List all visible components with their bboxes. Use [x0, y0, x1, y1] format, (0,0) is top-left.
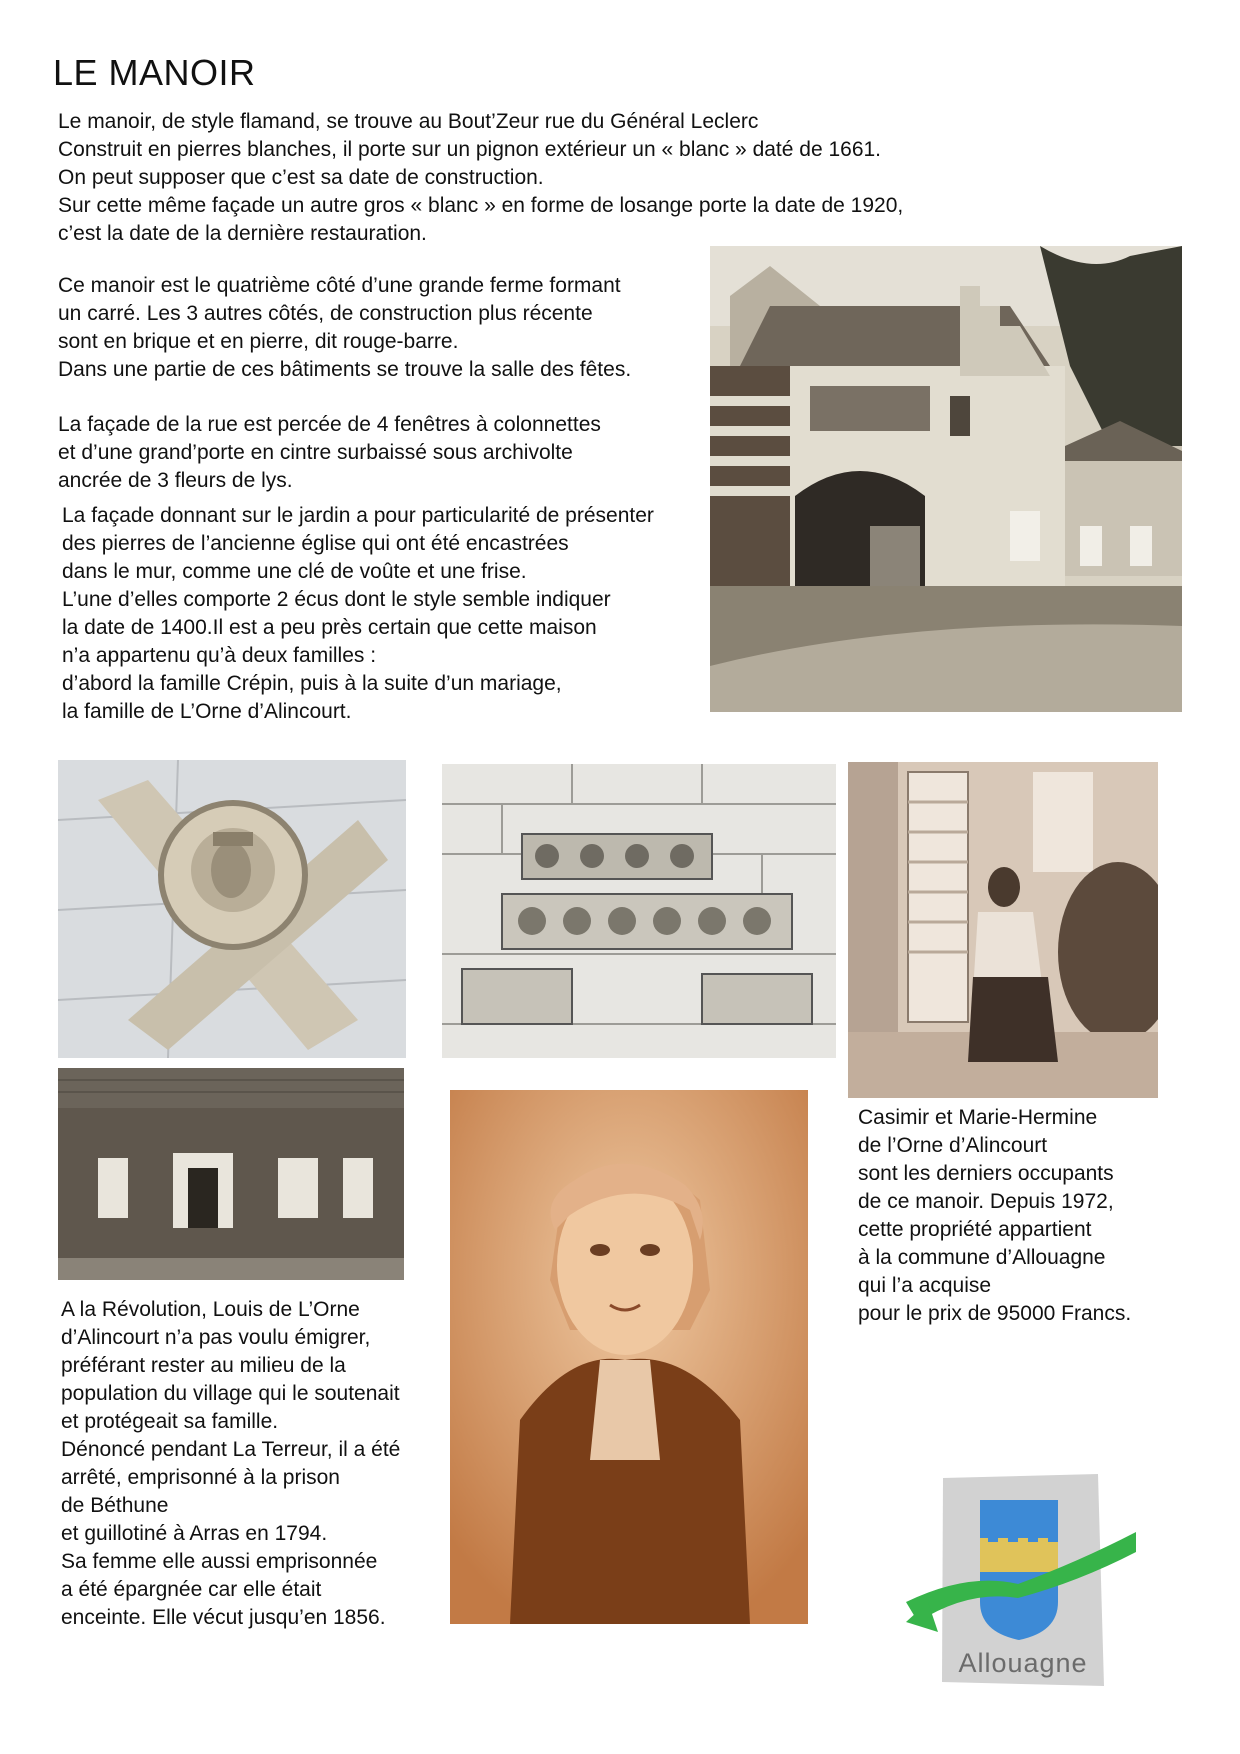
garden-paragraph: La façade donnant sur le jardin a pour particularité de présenter des pierres de l’ancienne église qui ont été encastrées dans le mur, comme une clé de voûte et une frise. L’une d’elles comporte 2 écus dont le style semble indiquer la date de 1400.Il est a peu près certain que cette maison n’a appartenu qu’à deux familles : d’abord la famille Crépin, puis à la suite d’un mariage, la famille de L’Orne d’Alincourt. [62, 504, 654, 723]
logo-name: Allouagne [958, 1648, 1088, 1678]
allouagne-logo [898, 1472, 1144, 1690]
keystone-photo [58, 760, 406, 1058]
manor-photo [710, 246, 1182, 712]
house-facade-photo [58, 1068, 404, 1280]
frieze-photo [442, 764, 836, 1058]
farm-paragraph: Ce manoir est le quatrième côté d’une grande ferme formant un carré. Les 3 autres côtés, de construction plus récente sont en brique et en pierre, dit rouge-barre. Dans une partie de ces bâtiments se trouve la salle des fêtes. [58, 274, 632, 381]
portrait-louis [450, 1090, 808, 1624]
facade-paragraph: La façade de la rue est percée de 4 fenêtres à colonnettes et d’une grand’porte en cintre surbaissé sous archivolte ancrée de 3 fleurs de lys. [58, 413, 601, 492]
intro-paragraph: Le manoir, de style flamand, se trouve au Bout’Zeur rue du Général Leclerc Construit en pierres blanches, il porte sur un pignon extérieur un « blanc » daté de 1661. On peut supposer que c’est sa date de construction. Sur cette même façade un autre gros « blanc » en forme de losange porte la date de 1920, c’est la date de la dernière restauration. [58, 110, 904, 245]
page-title: LE MANOIR [53, 52, 256, 93]
occupant-photo [848, 762, 1158, 1098]
casimir-paragraph: Casimir et Marie-Hermine de l’Orne d’Alincourt sont les derniers occupants de ce manoir. Depuis 1972, cette propriété appartient à la commune d’Allouagne qui l’a acquise pour le prix de 95000 Francs. [858, 1106, 1132, 1325]
revolution-paragraph: A la Révolution, Louis de L’Orne d’Alincourt n’a pas voulu émigrer, préférant rester au milieu de la population du village qui le soutenait et protégeait sa famille. Dénoncé pendant La Terreur, il a été arrêté, emprisonné à la prison de Béthune et guillotiné à Arras en 1794. Sa femme elle aussi emprisonnée a été épargnée car elle était enceinte. Elle vécut jusqu’en 1856. [61, 1298, 401, 1629]
